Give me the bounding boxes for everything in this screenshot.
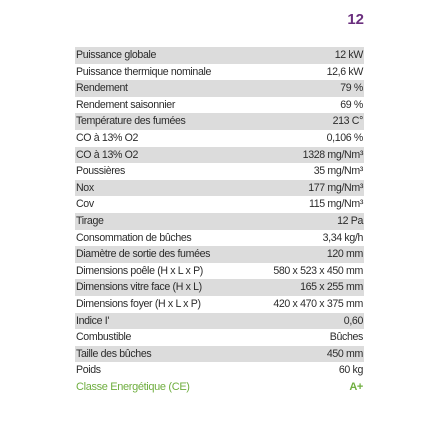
spec-row: [75, 147, 364, 164]
spec-value: 213 C°: [332, 115, 363, 128]
spec-label: Dimensions poêle (H x L x P): [76, 264, 203, 277]
spec-row: [75, 64, 364, 81]
spec-label: Dimensions foyer (H x L x P): [76, 297, 201, 310]
spec-row: [75, 362, 364, 379]
spec-label: CO à 13% O2: [76, 148, 139, 161]
spec-value: 177 mg/Nm³: [308, 181, 363, 194]
spec-value: 120 mm: [326, 248, 363, 261]
spec-row: [75, 213, 364, 230]
spec-label: Puissance globale: [76, 49, 157, 61]
spec-row: [75, 80, 364, 97]
spec-value: 12 kW: [334, 49, 363, 61]
energy-class-label: Classe Energétique (CE): [76, 380, 190, 393]
spec-row: [75, 329, 364, 346]
spec-row: [75, 47, 364, 64]
spec-row: [75, 97, 364, 114]
spec-label: Rendement: [76, 82, 128, 95]
spec-value: 0,106 %: [326, 131, 363, 144]
spec-value: 1328 mg/Nm³: [302, 148, 363, 161]
spec-row: [75, 180, 364, 197]
spec-label: Nox: [76, 181, 94, 194]
spec-label: Combustible: [76, 331, 132, 344]
spec-label: Tirage: [76, 214, 104, 227]
spec-row: [75, 196, 364, 213]
spec-value: 12,6 kW: [326, 65, 363, 78]
spec-label: Poussières: [76, 165, 125, 178]
spec-value: 580 x 523 x 450 mm: [273, 264, 363, 277]
spec-label: Température des fumées: [76, 115, 186, 128]
spec-row: [75, 113, 364, 130]
spec-row: [75, 163, 364, 180]
spec-row: [75, 246, 364, 263]
spec-value: 0,60: [343, 314, 363, 327]
spec-row: [75, 313, 364, 330]
spec-label: Indice I': [76, 314, 110, 327]
spec-label: Dimensions vitre face (H x L): [76, 281, 202, 294]
spec-label: Diamètre de sortie des fumées: [76, 248, 211, 261]
spec-row: [75, 279, 364, 296]
spec-value: 450 mm: [326, 347, 363, 360]
spec-label: Cov: [76, 198, 94, 211]
spec-row: [75, 263, 364, 280]
spec-value: 115 mg/Nm³: [309, 198, 363, 211]
spec-value: 60 kg: [338, 364, 363, 377]
spec-label: Poids: [76, 364, 101, 377]
spec-value: 79 %: [340, 82, 363, 95]
spec-value: 69 %: [340, 98, 363, 111]
spec-label: CO à 13% O2: [76, 131, 139, 144]
spec-value: Bûches: [329, 331, 363, 344]
column-header: 12: [347, 11, 364, 28]
spec-label: Rendement saisonnier: [76, 98, 175, 111]
spec-label: Taille des bûches: [76, 347, 152, 360]
spec-value: 12 Pa: [337, 214, 363, 227]
spec-table: [75, 47, 364, 395]
spec-row: [75, 130, 364, 147]
spec-row: [75, 296, 364, 313]
spec-label: Consommation de bûches: [76, 231, 192, 244]
spec-value: 165 x 255 mm: [300, 281, 363, 294]
spec-value: 420 x 470 x 375 mm: [273, 297, 363, 310]
energy-class-value: A+: [349, 380, 363, 393]
spec-label: Puissance thermique nominale: [76, 65, 212, 78]
spec-value: 3,34 kg/h: [322, 231, 363, 244]
spec-row: [75, 230, 364, 247]
spec-row: [75, 346, 364, 363]
spec-value: 35 mg/Nm³: [313, 165, 363, 178]
energy-class-row: [75, 379, 364, 396]
